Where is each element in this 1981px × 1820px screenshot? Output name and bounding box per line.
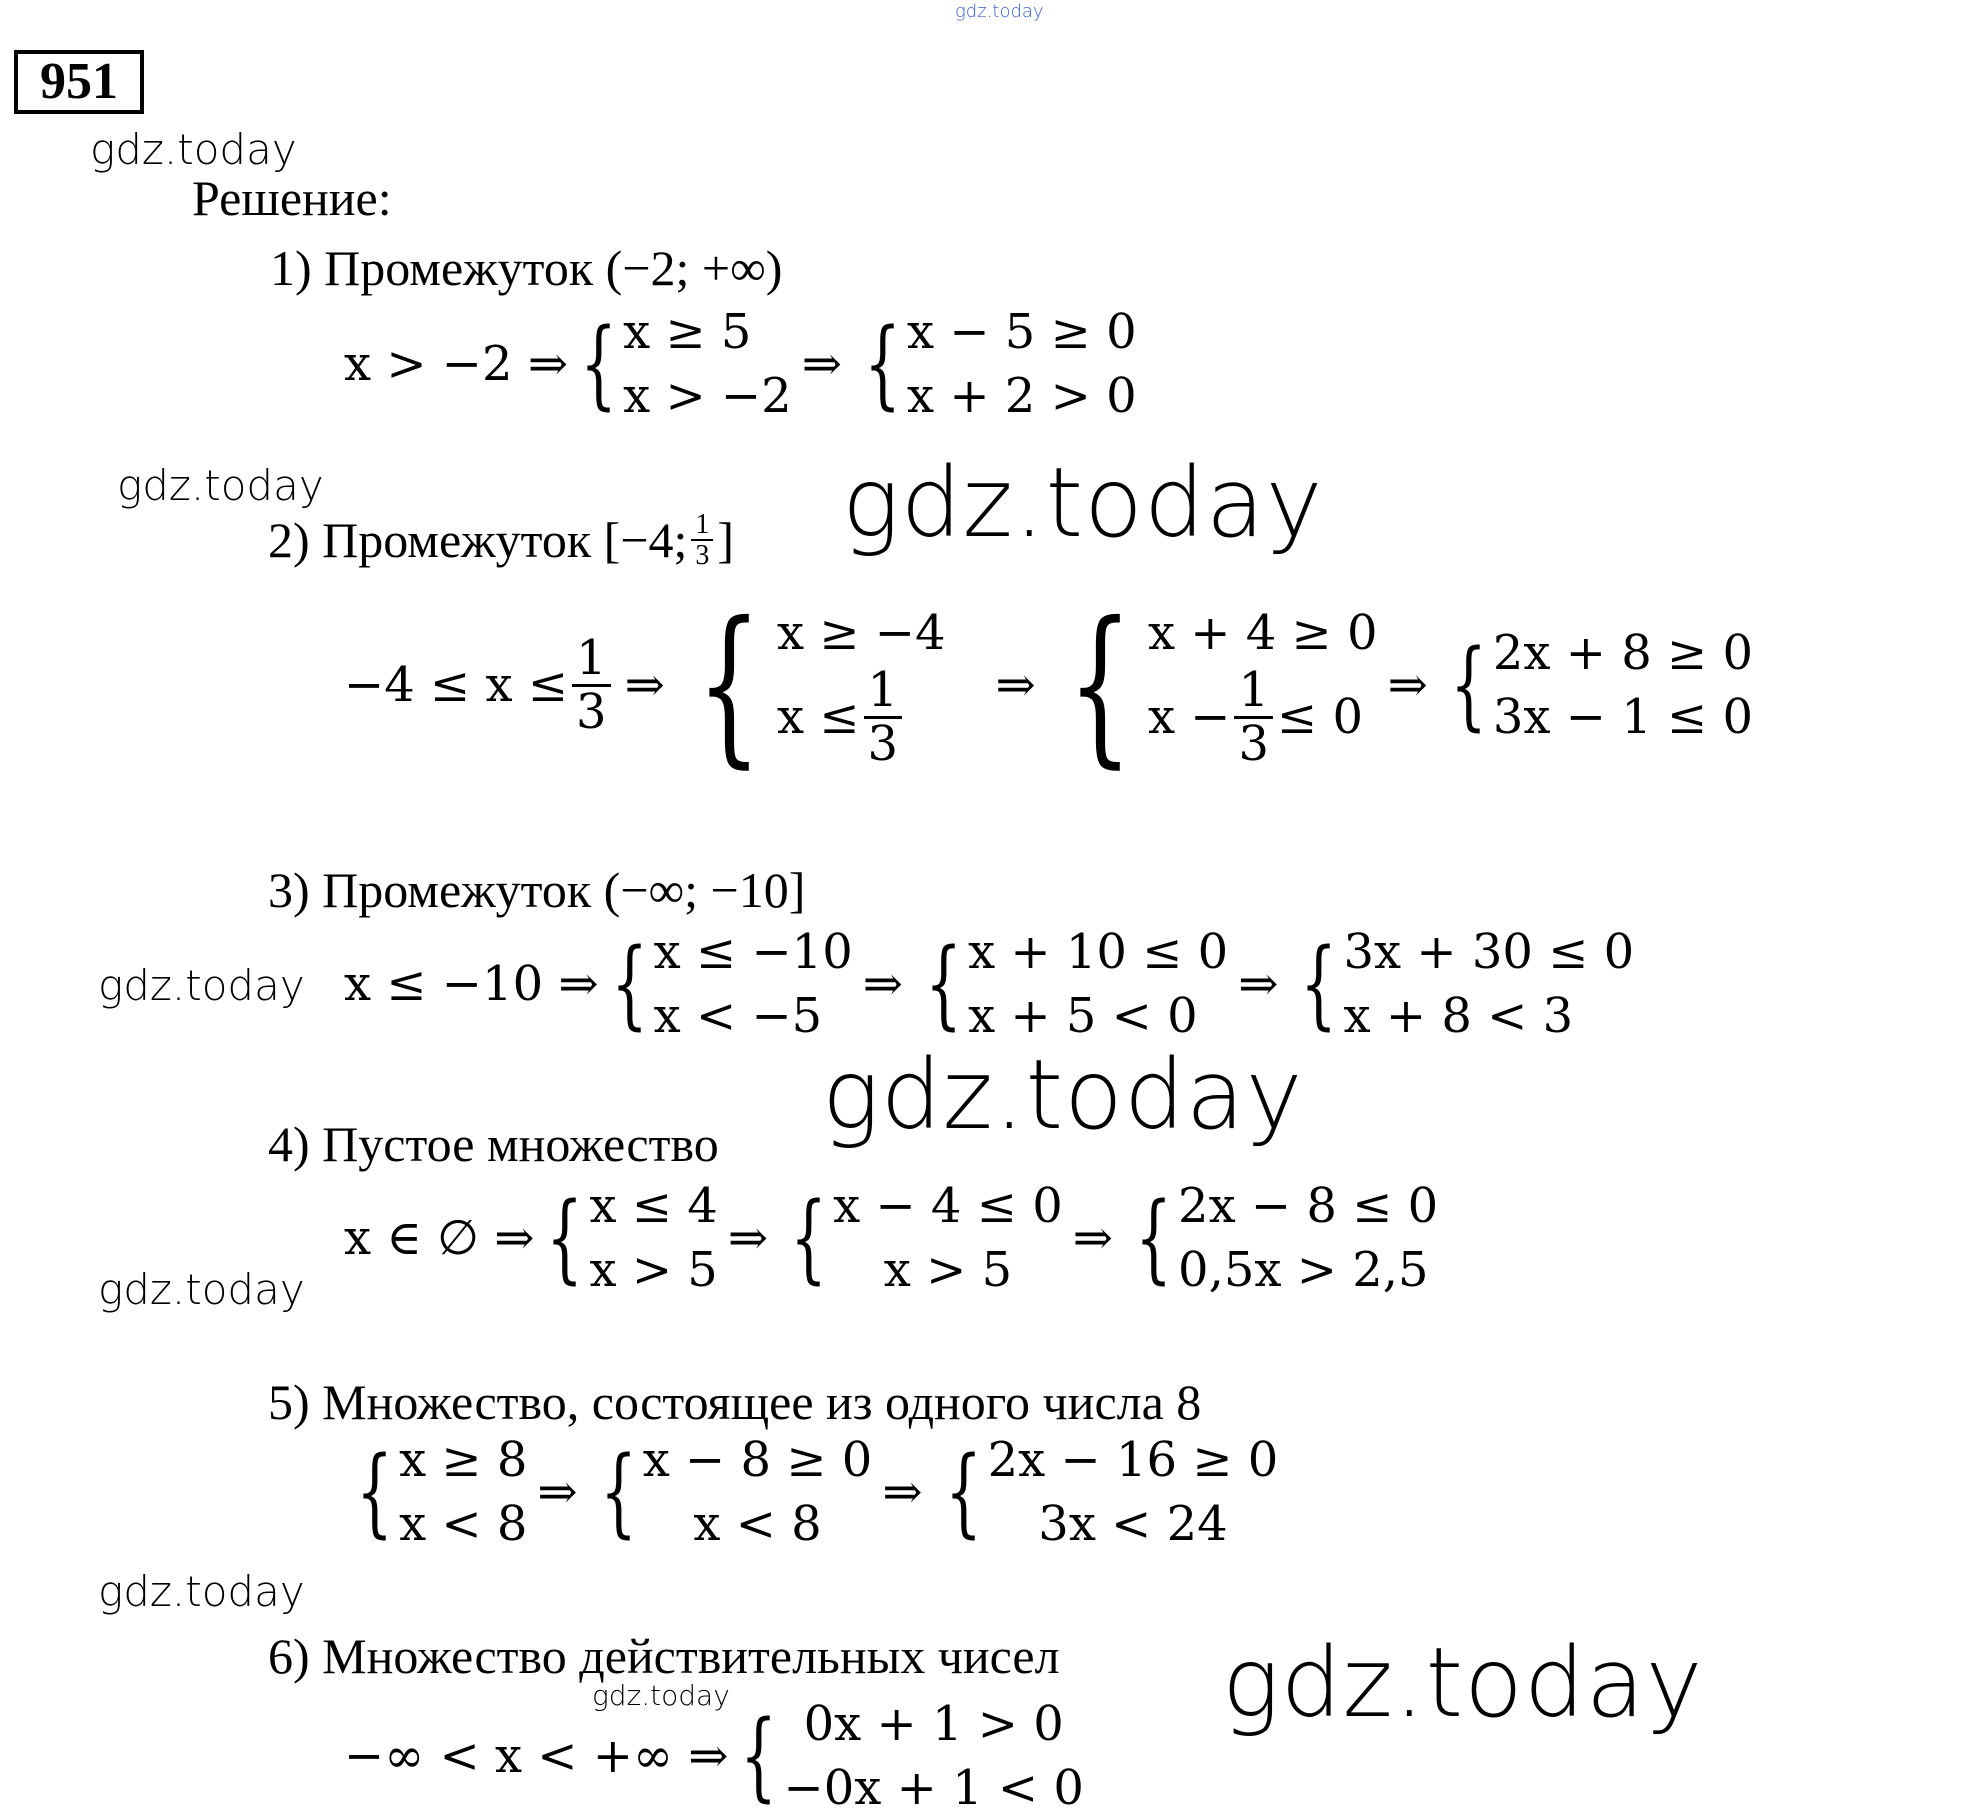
system-row: 0x + 1 > 0 xyxy=(803,1696,1064,1752)
fraction-denominator: 3 xyxy=(695,540,710,572)
watermark-text: gdz.today xyxy=(98,961,305,1010)
item-1-math xyxy=(344,300,1137,428)
inequality-system: { x ≥ −4 x ≤ $\frac{1}{3}$ xyxy=(696,586,946,784)
system-row: 0,5x > 2,5 xyxy=(1178,1242,1429,1298)
inequality-system: { x − 8 ≥ 0 x < 8 xyxy=(588,1428,873,1556)
system-row: x + 4 ≥ 0 xyxy=(1147,605,1378,662)
item-title: 6) Множество действительных чисел xyxy=(268,1628,1060,1684)
system-row: x < 8 xyxy=(399,1496,528,1552)
watermark-text: gdz.today xyxy=(842,447,1324,559)
item-title: 3) Промежуток (−∞; −10] xyxy=(268,862,806,918)
fraction-denominator: 3 xyxy=(1238,715,1270,772)
fraction-denominator: 3 xyxy=(576,683,607,740)
item-4-math xyxy=(344,1174,1438,1302)
math-start: x ≤ −10 ⇒ xyxy=(344,956,599,1012)
watermark-text: gdz.today xyxy=(90,125,297,174)
system-row: x < 8 xyxy=(693,1496,822,1552)
fraction xyxy=(1234,662,1273,772)
system-row: 2x + 8 ≥ 0 xyxy=(1492,625,1754,681)
implies-arrow: ⇒ xyxy=(624,657,665,713)
inequality-system: { x − 5 ≥ 0 x + 2 > 0 xyxy=(852,300,1137,428)
system-row: x + 5 < 0 xyxy=(968,988,1198,1044)
system-row: x > 5 xyxy=(883,1242,1013,1298)
system-row: x − 8 ≥ 0 xyxy=(642,1432,873,1488)
system-row: 3x − 1 ≤ 0 xyxy=(1492,689,1754,745)
system-row: x ≥ 5 xyxy=(623,304,752,360)
item-6-math xyxy=(344,1692,1084,1820)
inequality-system: { 2x + 8 ≥ 0 3x − 1 ≤ 0 xyxy=(1438,621,1753,749)
inequality-system: { x ≤ 4 x > 5 xyxy=(534,1174,717,1302)
row-text: x ≤ xyxy=(776,689,860,745)
inequality-system: { 3x + 30 ≤ 0 x + 8 < 3 xyxy=(1288,920,1634,1048)
system-row: x ≥ −4 xyxy=(776,605,946,662)
inequality-system: { 2x − 8 ≤ 0 0,5x > 2,5 xyxy=(1123,1174,1438,1302)
inequality-system: { x + 10 ≤ 0 x + 5 < 0 xyxy=(913,920,1228,1048)
math-start: −4 ≤ x ≤ xyxy=(344,657,569,713)
system-row: x − 5 ≥ 0 xyxy=(906,304,1137,360)
item-title: 5) Множество, состоящее из одного числа 8 xyxy=(268,1374,1202,1430)
item-5-math xyxy=(344,1428,1278,1556)
system-row: x < −5 xyxy=(653,988,823,1044)
inequality-system: { x ≥ 8 x < 8 xyxy=(344,1428,527,1556)
system-row: 3x < 24 xyxy=(1038,1496,1228,1552)
fraction-numerator: 1 xyxy=(572,633,611,686)
inequality-system: { x ≥ 5 x > −2 xyxy=(568,300,792,428)
fraction-numerator: 1 xyxy=(691,510,713,541)
system-row: x − 4 ≤ 0 xyxy=(833,1178,1063,1234)
item-3-math xyxy=(344,920,1634,1048)
inequality-system: { x ≤ −10 x < −5 xyxy=(599,920,853,1048)
problem-number: 951 xyxy=(14,50,144,114)
fraction-numerator: 1 xyxy=(1234,665,1273,718)
item-title: 4) Пустое множество xyxy=(268,1116,719,1172)
solution-heading: Решение: xyxy=(192,170,392,226)
implies-arrow: ⇒ xyxy=(801,336,842,392)
system-row: 3x + 30 ≤ 0 xyxy=(1343,924,1635,980)
item-title xyxy=(268,510,734,571)
watermark-text: gdz.today xyxy=(98,1567,305,1616)
fraction xyxy=(572,630,611,740)
implies-arrow: ⇒ xyxy=(862,956,903,1012)
implies-arrow: ⇒ xyxy=(882,1464,923,1520)
implies-arrow: ⇒ xyxy=(1387,657,1428,713)
math-start: x ∈ ∅ ⇒ xyxy=(344,1210,535,1266)
implies-arrow: ⇒ xyxy=(995,657,1036,713)
implies-arrow: ⇒ xyxy=(727,1210,769,1266)
implies-arrow: ⇒ xyxy=(1238,956,1279,1012)
system-row: x + 10 ≤ 0 xyxy=(968,924,1229,980)
watermark-text: gdz.today xyxy=(822,1039,1304,1151)
inequality-system: { 0x + 1 > 0 −0x + 1 < 0 xyxy=(728,1692,1083,1820)
system-row: x ≥ 8 xyxy=(399,1432,528,1488)
row-text: x − xyxy=(1147,689,1231,745)
fraction xyxy=(864,662,903,772)
system-row: x ≤ −10 xyxy=(653,924,853,980)
system-row: x > 5 xyxy=(589,1242,718,1298)
inequality-system: { x − 4 ≤ 0 x > 5 xyxy=(778,1174,1063,1302)
watermark-text: gdz.today xyxy=(592,1679,730,1712)
system-row: x > −2 xyxy=(623,368,792,424)
watermark-text: gdz.today xyxy=(98,1265,305,1314)
row-text: ≤ 0 xyxy=(1277,689,1364,745)
inequality-system: { x + 4 ≥ 0 x − $\frac{1}{3}$ ≤ 0 xyxy=(1067,586,1378,784)
math-start: x > −2 ⇒ xyxy=(344,336,569,392)
inequality-system: { 2x − 16 ≥ 0 3x < 24 xyxy=(933,1428,1279,1556)
system-row xyxy=(776,662,946,772)
watermark-text: gdz.today xyxy=(117,461,324,510)
system-row xyxy=(1147,662,1378,772)
system-row: 2x − 8 ≤ 0 xyxy=(1178,1178,1439,1234)
item-title: 1) Промежуток (−2; +∞) xyxy=(270,240,783,296)
watermark-text: gdz.today xyxy=(1222,1627,1704,1739)
implies-arrow: ⇒ xyxy=(537,1464,578,1520)
system-row: x + 2 > 0 xyxy=(906,368,1137,424)
title-text: 2) Промежуток [−4; xyxy=(268,512,688,569)
system-row: −0x + 1 < 0 xyxy=(783,1760,1084,1816)
fraction xyxy=(691,510,713,571)
system-row: x ≤ 4 xyxy=(589,1178,718,1234)
fraction-numerator: 1 xyxy=(864,665,903,718)
implies-arrow: ⇒ xyxy=(1072,1210,1113,1266)
title-text: ] xyxy=(717,512,735,569)
system-row: x + 8 < 3 xyxy=(1343,988,1574,1044)
system-row: 2x − 16 ≥ 0 xyxy=(987,1432,1279,1488)
header-watermark: gdz.today xyxy=(955,1,1044,22)
math-start: −∞ < x < +∞ ⇒ xyxy=(344,1728,729,1784)
item-2-math xyxy=(344,586,1754,784)
fraction-denominator: 3 xyxy=(867,715,899,772)
